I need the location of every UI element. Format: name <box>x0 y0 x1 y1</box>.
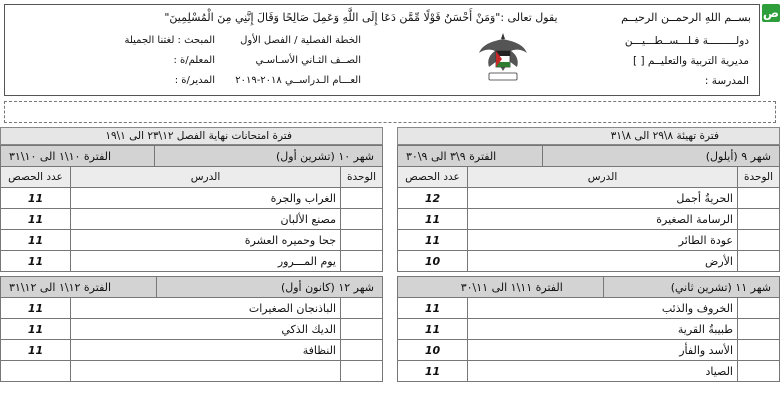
country-label: دولـــــــــة فـلـــســطـــيـــن <box>624 35 749 47</box>
month-name: شهر ٩ (أيلول) <box>543 146 780 167</box>
lesson-cell: الحريةُ أجمل <box>468 188 738 209</box>
lesson-cell: يوم المـــرور <box>71 251 341 272</box>
table-row <box>398 188 780 209</box>
month-name: شهر ١٠ (تشرين أول) <box>154 146 382 167</box>
lesson-cell: طبيبةُ القرية <box>468 319 738 340</box>
table-row <box>398 251 780 272</box>
count-column-header: عدد الحصص <box>398 167 468 188</box>
unit-cell <box>341 319 383 340</box>
column-header-row <box>398 167 780 188</box>
plan-title: الخطة الفصلية / الفصل الأول <box>240 35 361 46</box>
unit-cell <box>341 340 383 361</box>
count-cell: 11 <box>398 298 468 319</box>
count-cell: 11 <box>1 340 71 361</box>
month-table <box>0 276 383 382</box>
unit-cell <box>341 230 383 251</box>
month-table <box>397 145 780 272</box>
table-row <box>1 319 383 340</box>
unit-cell <box>738 319 780 340</box>
month-header-row <box>1 146 383 167</box>
count-cell: 11 <box>1 319 71 340</box>
lesson-cell: الباذنجان الصغيرات <box>71 298 341 319</box>
lesson-cell: عودة الطائر <box>468 230 738 251</box>
basmala-text: بســم اللهِ الرحمــن الرحيــم <box>621 11 751 24</box>
count-cell: 10 <box>398 340 468 361</box>
principal-label: المدير/ة : <box>174 75 215 86</box>
table-row <box>1 298 383 319</box>
app-badge-icon: ص <box>762 6 780 20</box>
unit-cell <box>341 188 383 209</box>
month-table <box>0 145 383 272</box>
table-row <box>1 361 383 382</box>
count-cell: 11 <box>398 209 468 230</box>
table-row <box>1 209 383 230</box>
lesson-cell: الخروف والذئب <box>468 298 738 319</box>
unit-cell <box>738 209 780 230</box>
lesson-cell: الأرض <box>468 251 738 272</box>
table-row <box>398 319 780 340</box>
table-row <box>398 209 780 230</box>
plan-section-second <box>0 127 383 382</box>
month-name: شهر ١١ (تشرين ثاني) <box>603 277 779 298</box>
palestine-emblem-icon <box>475 27 531 87</box>
header-ministry-block <box>519 31 749 91</box>
lesson-cell: الأسد والفأر <box>468 340 738 361</box>
count-cell: 11 <box>1 209 71 230</box>
grade-label: الصــف الثـاني الأسـاسـي <box>255 55 361 66</box>
count-cell: 11 <box>1 230 71 251</box>
teacher-label: المعلم/ة : <box>173 55 215 66</box>
month-period: الفترة ٩\٣ الى ٩\٣٠ <box>398 146 543 167</box>
lesson-cell: الرسامة الصغيرة <box>468 209 738 230</box>
table-row <box>1 251 383 272</box>
table-row <box>1 230 383 251</box>
document-header <box>4 4 760 96</box>
directorate-label: مديرية التربية والتعليــم [ ] <box>633 55 749 67</box>
unit-cell <box>738 298 780 319</box>
table-row <box>398 340 780 361</box>
count-cell <box>1 361 71 382</box>
unit-cell <box>341 209 383 230</box>
month-period: الفترة ١٢\١ الى ١٢\٣١ <box>1 277 157 298</box>
count-cell: 10 <box>398 251 468 272</box>
dashed-separator <box>4 101 776 123</box>
header-subject-block <box>15 31 215 91</box>
unit-cell <box>738 340 780 361</box>
month-table <box>397 276 780 382</box>
lesson-cell <box>71 361 341 382</box>
unit-column-header: الوحدة <box>738 167 780 188</box>
quran-verse-text: يقول تعالى :"وَمَنْ أَحْسَنُ قَوْلًا مِّمَّن دَعَا إِلَى اللَّهِ وَعَمِلَ صَالِحًا وَقَالَ إِنَّنِي مِنَ الْمُسْلِمِينَ" <box>164 11 558 24</box>
header-top-line <box>13 11 751 24</box>
table-row <box>1 188 383 209</box>
academic-year-label: العـــام الـدراســي ٢٠١٨-٢٠١٩ <box>235 75 361 86</box>
period-title: فترة تهيئة ٨\٢٩ الى ٨\٣١ <box>397 127 780 145</box>
lesson-cell: جحا وحميره العشرة <box>71 230 341 251</box>
unit-cell <box>341 298 383 319</box>
school-label: المدرسة : <box>704 75 749 87</box>
table-row <box>398 298 780 319</box>
unit-cell <box>738 251 780 272</box>
unit-cell <box>738 230 780 251</box>
header-plan-block <box>221 31 361 91</box>
count-column-header: عدد الحصص <box>1 167 71 188</box>
unit-cell <box>341 251 383 272</box>
lesson-cell: مصنع الألبان <box>71 209 341 230</box>
table-row <box>398 230 780 251</box>
unit-cell <box>738 188 780 209</box>
count-cell: 11 <box>398 319 468 340</box>
lesson-column-header: الدرس <box>71 167 341 188</box>
count-cell: 12 <box>398 188 468 209</box>
month-period: الفترة ١١\١ الى ١١\٣٠ <box>398 277 604 298</box>
column-header-row <box>1 167 383 188</box>
month-header-row <box>398 146 780 167</box>
month-header-row <box>398 277 780 298</box>
count-cell: 11 <box>398 230 468 251</box>
unit-column-header: الوحدة <box>341 167 383 188</box>
table-row <box>398 361 780 382</box>
count-cell: 11 <box>398 361 468 382</box>
lesson-cell: الديك الذكي <box>71 319 341 340</box>
count-cell: 11 <box>1 188 71 209</box>
table-row <box>1 340 383 361</box>
lesson-cell: الصياد <box>468 361 738 382</box>
unit-cell <box>738 361 780 382</box>
lesson-cell: الغراب والجرة <box>71 188 341 209</box>
period-title: فترة امتحانات نهاية الفصل ١٢\٢٣ الى ١\١٩ <box>0 127 383 145</box>
lesson-cell: النظافة <box>71 340 341 361</box>
count-cell: 11 <box>1 251 71 272</box>
count-cell: 11 <box>1 298 71 319</box>
month-header-row <box>1 277 383 298</box>
unit-cell <box>341 361 383 382</box>
month-name: شهر ١٢ (كانون أول) <box>157 277 383 298</box>
subject-label: المبحث : لغتنا الجميلة <box>124 35 215 46</box>
plan-section-first <box>397 127 780 382</box>
month-period: الفترة ١٠\١ الى ١٠\٣١ <box>1 146 155 167</box>
lesson-column-header: الدرس <box>468 167 738 188</box>
